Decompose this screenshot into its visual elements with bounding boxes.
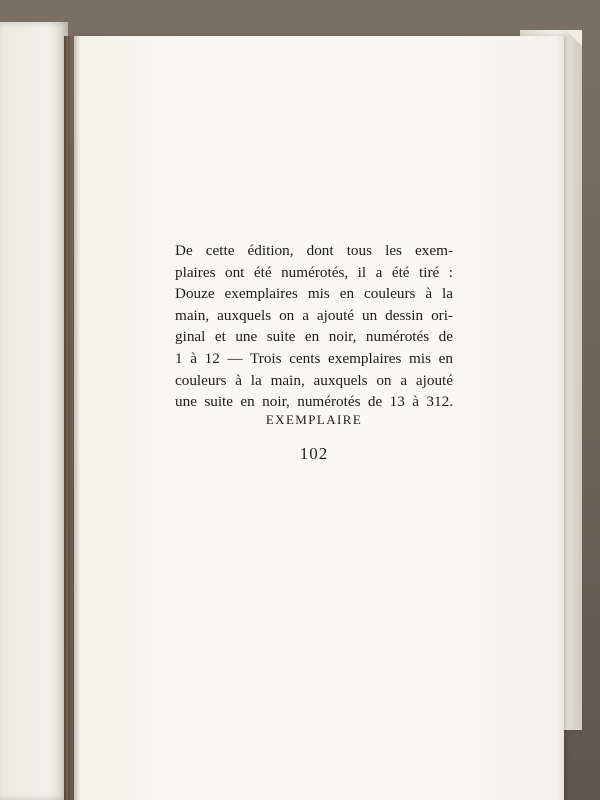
colophon-line: couleurs à la main, auxquels on a ajouté xyxy=(175,371,453,389)
exemplaire-label: EXEMPLAIRE xyxy=(265,412,363,427)
back-cover-corner xyxy=(566,30,582,46)
colophon-text xyxy=(175,240,453,413)
colophon-line: De cette édition, dont tous les exem- xyxy=(175,242,453,259)
page-edge-shadow xyxy=(555,36,565,800)
colophon-line: plaires ont été numérotés, il a été tiré : xyxy=(175,263,453,281)
colophon-line: main, auxquels on a ajouté un dessin ori- xyxy=(175,306,453,324)
book-gutter-shadow xyxy=(64,36,80,800)
colophon-line: Douze exemplaires mis en couleurs à la xyxy=(175,285,453,303)
copy-number: 102 xyxy=(299,444,329,463)
colophon-line: ginal et une suite en noir, numérotés de xyxy=(175,328,453,346)
left-facing-page xyxy=(0,22,68,800)
colophon-line: une suite en noir, numérotés de 13 à 312. xyxy=(175,393,453,411)
colophon-line: 1 à 12 — Trois cents exemplaires mis en xyxy=(175,349,453,367)
